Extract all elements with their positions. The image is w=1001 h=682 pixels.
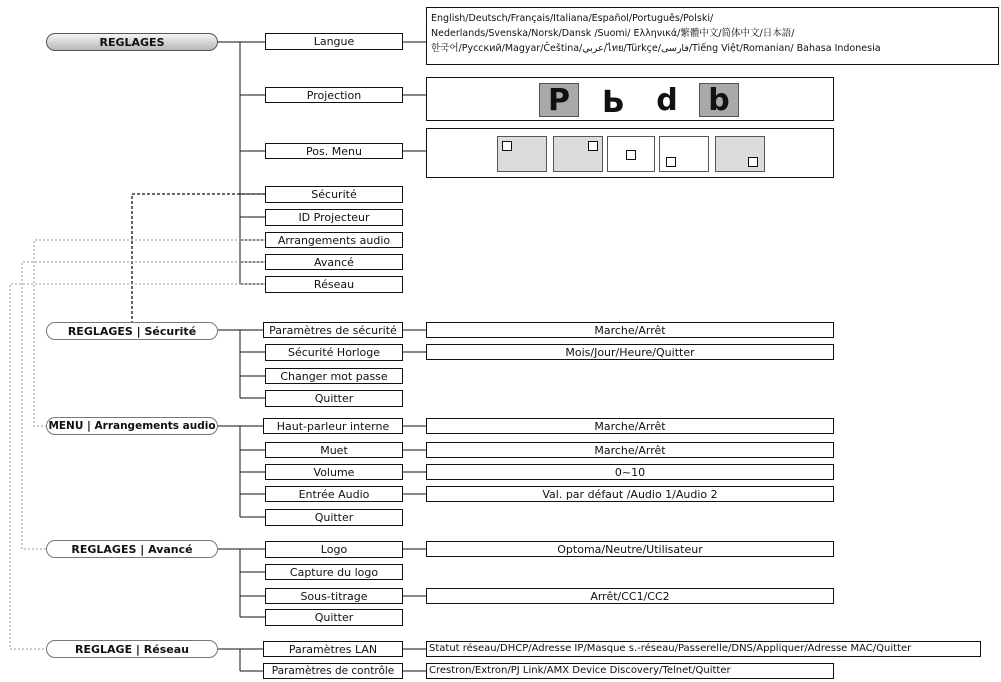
menu-item-audio-quitter[interactable]: Quitter xyxy=(265,509,403,526)
langue-options-line-3: 한국어/Русский/Magyar/Čeština/عربي/ไทย/Türkçe/فارسی/Tiếng Việt/Romanian/ Bahasa Indonesia xyxy=(431,43,881,54)
langue-options-line-1: English/Deutsch/Français/Italiana/Español/Português/Polski/ xyxy=(431,13,714,24)
projection-rear-icon[interactable]: d xyxy=(647,83,687,117)
menu-item-parametres-controle[interactable]: Paramètres de contrôle xyxy=(263,663,403,679)
menu-item-arrangements-audio[interactable]: Arrangements audio xyxy=(265,232,403,248)
root-reglages-avance[interactable]: REGLAGES | Avancé xyxy=(46,540,218,558)
root-reglages[interactable]: REGLAGES xyxy=(46,33,218,51)
root-reglages-securite[interactable]: REGLAGES | Sécurité xyxy=(46,322,218,340)
langue-options xyxy=(426,7,999,65)
value-securite-horloge: Mois/Jour/Heure/Quitter xyxy=(426,344,834,360)
projection-front-icon[interactable]: P xyxy=(539,83,579,117)
value-logo: Optoma/Neutre/Utilisateur xyxy=(426,541,834,557)
pos-menu-options-panel xyxy=(426,128,834,178)
menu-item-projection[interactable]: Projection xyxy=(265,87,403,103)
menu-item-reseau[interactable]: Réseau xyxy=(265,276,403,293)
menu-position-bottom-left-icon[interactable] xyxy=(659,136,709,172)
menu-item-avance-quitter[interactable]: Quitter xyxy=(265,609,403,626)
menu-item-haut-parleur-interne[interactable]: Haut-parleur interne xyxy=(263,418,403,434)
value-entree-audio: Val. par défaut /Audio 1/Audio 2 xyxy=(426,486,834,502)
projection-ceiling-icon[interactable]: P xyxy=(593,83,633,117)
menu-item-logo[interactable]: Logo xyxy=(265,541,403,558)
menu-item-securite-horloge[interactable]: Sécurité Horloge xyxy=(265,344,403,361)
menu-position-bottom-right-icon[interactable] xyxy=(715,136,765,172)
menu-item-pos-menu[interactable]: Pos. Menu xyxy=(265,143,403,159)
menu-item-volume[interactable]: Volume xyxy=(265,464,403,480)
menu-item-avance[interactable]: Avancé xyxy=(265,254,403,270)
menu-item-securite-quitter[interactable]: Quitter xyxy=(265,390,403,407)
root-menu-arrangements-audio[interactable]: MENU | Arrangements audio xyxy=(46,417,218,435)
menu-item-capture-du-logo[interactable]: Capture du logo xyxy=(265,564,403,580)
value-parametres-securite: Marche/Arrêt xyxy=(426,322,834,338)
projection-options-panel xyxy=(426,77,834,121)
value-haut-parleur-interne: Marche/Arrêt xyxy=(426,418,834,434)
menu-position-top-right-icon[interactable] xyxy=(553,136,603,172)
menu-item-parametres-lan[interactable]: Paramètres LAN xyxy=(263,641,403,657)
langue-options-line-2: Nederlands/Svenska/Norsk/Dansk /Suomi/ Ελληνικά/繁體中文/简体中文/日本語/ xyxy=(431,28,795,39)
value-sous-titrage: Arrêt/CC1/CC2 xyxy=(426,588,834,604)
menu-item-changer-mot-passe[interactable]: Changer mot passe xyxy=(265,368,403,384)
value-parametres-controle: Crestron/Extron/PJ Link/AMX Device Discovery/Telnet/Quitter xyxy=(426,663,834,679)
menu-item-muet[interactable]: Muet xyxy=(265,442,403,458)
menu-position-top-left-icon[interactable] xyxy=(497,136,547,172)
value-muet: Marche/Arrêt xyxy=(426,442,834,458)
menu-item-id-projecteur[interactable]: ID Projecteur xyxy=(265,209,403,226)
value-parametres-lan: Statut réseau/DHCP/Adresse IP/Masque s.-réseau/Passerelle/DNS/Appliquer/Adresse MAC/Quitter xyxy=(426,641,981,657)
menu-item-securite[interactable]: Sécurité xyxy=(265,186,403,203)
root-reglage-reseau[interactable]: REGLAGE | Réseau xyxy=(46,640,218,658)
menu-position-center-icon[interactable] xyxy=(607,136,655,172)
menu-item-parametres-securite[interactable]: Paramètres de sécurité xyxy=(263,322,403,338)
menu-item-entree-audio[interactable]: Entrée Audio xyxy=(265,486,403,502)
value-volume: 0~10 xyxy=(426,464,834,480)
menu-item-langue[interactable]: Langue xyxy=(265,33,403,50)
projection-rear-ceiling-icon[interactable]: b xyxy=(699,83,739,117)
menu-item-sous-titrage[interactable]: Sous-titrage xyxy=(265,588,403,604)
